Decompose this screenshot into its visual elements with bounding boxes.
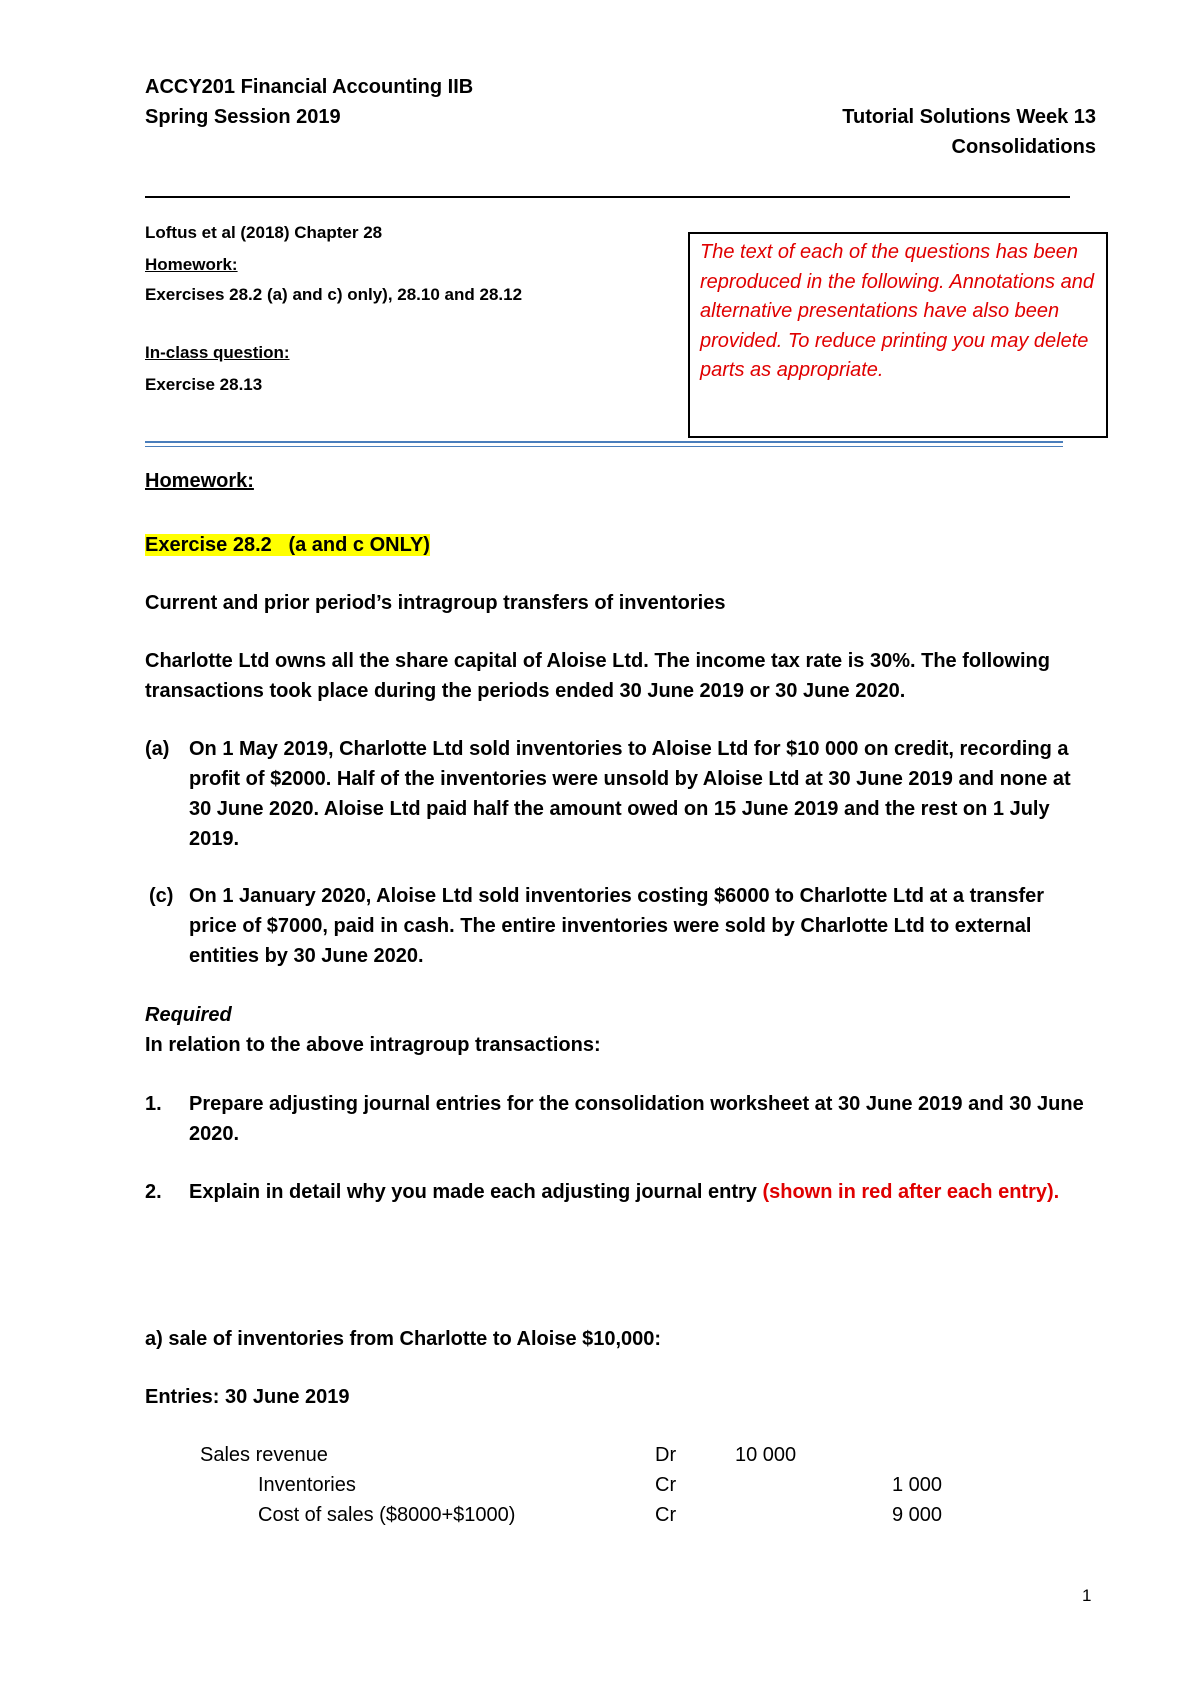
section-divider-thin <box>145 446 1063 447</box>
journal-side: Cr <box>655 1504 677 1526</box>
header-divider <box>145 196 1070 198</box>
required-intro: In relation to the above intragroup transactions: <box>145 1034 601 1056</box>
exercise-subtitle: Current and prior period’s intragroup transfers of inventories <box>145 592 726 614</box>
task-number-2: 2. <box>145 1181 162 1203</box>
required-label: Required <box>145 1004 232 1026</box>
homework-heading: Homework: <box>145 470 254 492</box>
exercise-paragraph: Charlotte Ltd owns all the share capital of Aloise Ltd. The income tax rate is 30%. The following transactions took place during the periods ended 30 June 2019 or 30 June 2020. <box>145 650 1050 702</box>
homework-label: Homework: <box>145 255 238 274</box>
page-number: 1 <box>1082 1586 1092 1605</box>
solution-heading: a) sale of inventories from Charlotte to Aloise $10,000: <box>145 1328 662 1350</box>
journal-debit: 10 000 <box>735 1444 797 1466</box>
task-number-1: 1. <box>145 1093 162 1115</box>
journal-row <box>200 1440 960 1470</box>
task-text-2: Explain in detail why you made each adjusting journal entry <box>189 1181 757 1203</box>
journal-row <box>200 1470 960 1500</box>
journal-side: Cr <box>655 1474 677 1496</box>
journal-account: Cost of sales ($8000+$1000) <box>258 1504 516 1526</box>
item-text-c: On 1 January 2020, Aloise Ltd sold inventories costing $6000 to Charlotte Ltd at a transfer price of $7000, paid in cash. The entire inventories were sold by Charlotte Ltd to external entities by 30 June 2020. <box>189 885 1045 967</box>
homework-exercises: Exercises 28.2 (a) and c) only), 28.10 and 28.12 <box>145 285 523 304</box>
entries-label: Entries: 30 June 2019 <box>145 1386 350 1408</box>
journal-account: Sales revenue <box>200 1444 328 1466</box>
item-marker-a: (a) <box>145 738 170 760</box>
annotation-note-text: The text of each of the questions has been reproduced in the following. Annotations and alternative presentations have also been provided. To reduce printing you may delete parts as appropriate. <box>700 241 1094 381</box>
doc-title: Tutorial Solutions Week 13 <box>842 106 1096 128</box>
journal-credit: 1 000 <box>892 1474 943 1496</box>
exercise-title: Exercise 28.2 (a and c ONLY) <box>145 534 430 556</box>
inclass-label: In-class question: <box>145 343 290 362</box>
task-note-2: (shown in red after each entry). <box>762 1181 1060 1203</box>
course-title: ACCY201 Financial Accounting IIB <box>145 76 474 98</box>
section-divider <box>145 441 1063 443</box>
item-marker-c: (c) <box>149 885 174 907</box>
chapter-reference: Loftus et al (2018) Chapter 28 <box>145 223 383 242</box>
journal-credit: 9 000 <box>892 1504 943 1526</box>
item-text-a: On 1 May 2019, Charlotte Ltd sold inventories to Aloise Ltd for $10 000 on credit, recording a profit of $2000. Half of the inventories were unsold by Aloise Ltd at 30 June 2019 and none at 30 June 2020. Aloise Ltd paid half the amount owed on 15 June 2019 and the rest on 1 July 2019. <box>189 738 1071 850</box>
topic-title: Consolidations <box>951 136 1096 158</box>
journal-account: Inventories <box>258 1474 356 1496</box>
inclass-exercise: Exercise 28.13 <box>145 375 263 394</box>
task-text-1: Prepare adjusting journal entries for the consolidation worksheet at 30 June 2019 and 30 June 2020. <box>189 1093 1084 1145</box>
session-label: Spring Session 2019 <box>145 106 341 128</box>
journal-side: Dr <box>655 1444 677 1466</box>
annotation-note-box <box>688 232 1108 438</box>
task-2 <box>189 1177 1069 1207</box>
journal-row <box>200 1500 960 1530</box>
